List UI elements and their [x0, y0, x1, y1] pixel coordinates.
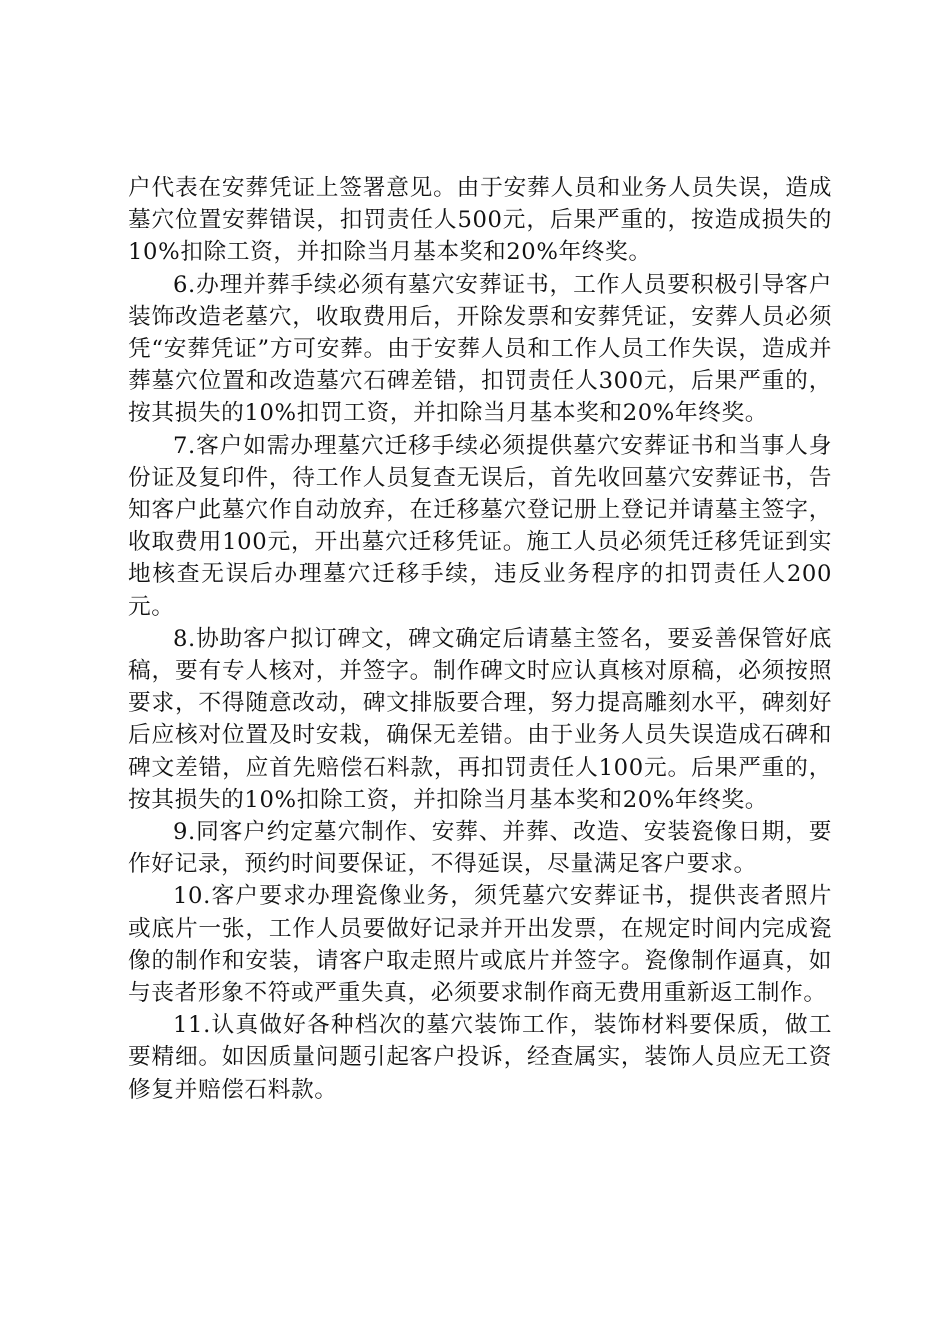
paragraph-item-7: 7.客户如需办理墓穴迁移手续必须提供墓穴安葬证书和当事人身份证及复印件，待工作人员复查无误后，首先收回墓穴安葬证书，告知客户此墓穴作自动放弃，在迁移墓穴登记册上登记并请墓主签字，收取费用100元，开出墓穴迁移凭证。施工人员必须凭迁移凭证到实地核查无误后办理墓穴迁移手续，违反业务程序的扣罚责任人200元。: [128, 432, 832, 620]
paragraph-continuation: 户代表在安葬凭证上签署意见。由于安葬人员和业务人员失误，造成墓穴位置安葬错误，扣罚责任人500元，后果严重的，按造成损失的10%扣除工资，并扣除当月基本奖和20%年终奖。: [128, 175, 832, 266]
paragraph-item-9: 9.同客户约定墓穴制作、安葬、并葬、改造、安装瓷像日期，要作好记录，预约时间要保证，不得延误，尽量满足客户要求。: [128, 819, 832, 878]
paragraph-item-11: 11.认真做好各种档次的墓穴装饰工作，装饰材料要保质，做工要精细。如因质量问题引起客户投诉，经查属实，装饰人员应无工资修复并赔偿石料款。: [128, 1012, 832, 1103]
paragraph-item-6: 6.办理并葬手续必须有墓穴安葬证书，工作人员要积极引导客户装饰改造老墓穴，收取费用后，开除发票和安葬凭证，安葬人员必须凭“安葬凭证”方可安葬。由于安葬人员和工作人员工作失误，造成并葬墓穴位置和改造墓穴石碑差错，扣罚责任人300元，后果严重的，按其损失的10%扣罚工资，并扣除当月基本奖和20%年终奖。: [128, 271, 832, 427]
paragraph-item-10: 10.客户要求办理瓷像业务，须凭墓穴安葬证书，提供丧者照片或底片一张，工作人员要做好记录并开出发票，在规定时间内完成瓷像的制作和安装，请客户取走照片或底片并签字。瓷像制作逼真，如与丧者形象不符或严重失真，必须要求制作商无费用重新返工制作。: [128, 883, 832, 1007]
document-page: [128, 172, 832, 1106]
paragraph-item-8: 8.协助客户拟订碑文，碑文确定后请墓主签名，要妥善保管好底稿，要有专人核对，并签字。制作碑文时应认真核对原稿，必须按照要求，不得随意改动，碑文排版要合理，努力提高雕刻水平，碑刻好后应核对位置及时安栽，确保无差错。由于业务人员失误造成石碑和碑文差错，应首先赔偿石料款，再扣罚责任人100元。后果严重的，按其损失的10%扣除工资，并扣除当月基本奖和20%年终奖。: [128, 625, 832, 813]
